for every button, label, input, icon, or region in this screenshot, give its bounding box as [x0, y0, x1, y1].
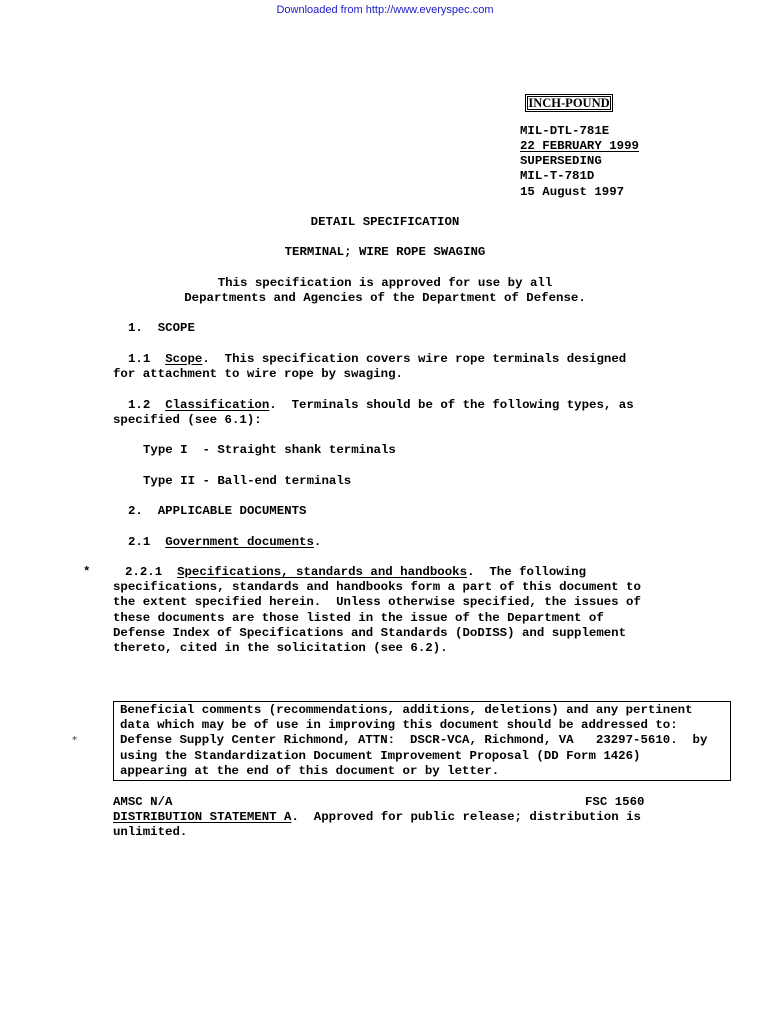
- paragraph-1-2-text: . Terminals should be of the following types, as: [269, 398, 634, 412]
- paragraph-1-1-line2: for attachment to wire rope by swaging.: [113, 367, 403, 381]
- paragraph-2-2-1-title: Specifications, standards and handbooks: [177, 565, 468, 579]
- paragraph-1-2-number: 1.2: [128, 398, 151, 412]
- approval-statement-line2: Departments and Agencies of the Department of Defense.: [184, 291, 586, 305]
- paragraph-2-2-1-line5: Defense Index of Specifications and Standards (DoDISS) and supplement: [113, 626, 627, 640]
- comment-box-line2: data which may be of use in improving this document should be addressed to:: [120, 718, 678, 732]
- paragraph-2-2-1-number: 2.2.1: [125, 565, 163, 579]
- download-source-banner[interactable]: Downloaded from http://www.everyspec.com: [276, 4, 494, 16]
- paragraph-1-2-line2: specified (see 6.1):: [113, 413, 262, 427]
- comment-box-line4: using the Standardization Document Improvement Proposal (DD Form 1426): [120, 749, 641, 763]
- superseding-label: SUPERSEDING: [520, 154, 602, 168]
- specification-subject: TERMINAL; WIRE ROPE SWAGING: [284, 245, 486, 259]
- inch-pound-badge: INCH-POUND: [525, 94, 613, 112]
- paragraph-2-2-1-line2: specifications, standards and handbooks form a part of this document to: [113, 580, 641, 594]
- change-marker-asterisk: *: [83, 565, 91, 579]
- paragraph-1-1-text: . This specification covers wire rope terminals designed: [202, 352, 627, 366]
- section-2-heading: 2. APPLICABLE DOCUMENTS: [128, 504, 307, 518]
- comment-box-change-marker: *: [72, 735, 77, 746]
- document-date: 22 FEBRUARY 1999: [520, 139, 639, 153]
- paragraph-2-1: [128, 535, 321, 550]
- paragraph-2-1-period: .: [313, 535, 322, 549]
- paragraph-2-2-1-line4: these documents are those listed in the issue of the Department of: [113, 611, 604, 625]
- fsc-code: FSC 1560: [585, 795, 645, 809]
- paragraph-2-2-1-text: . The following: [467, 565, 587, 579]
- superseded-document-number: MIL-T-781D: [520, 169, 595, 183]
- section-1-heading: 1. SCOPE: [128, 321, 195, 335]
- comment-box-line3: Defense Supply Center Richmond, ATTN: DSCR-VCA, Richmond, VA 23297-5610. by: [120, 733, 708, 747]
- paragraph-2-2-1-line1: [125, 565, 586, 580]
- distribution-statement-line1: [113, 810, 641, 825]
- document-number: MIL-DTL-781E: [520, 124, 610, 138]
- paragraph-2-2-1-line3: the extent specified herein. Unless otherwise specified, the issues of: [113, 595, 641, 609]
- paragraph-2-1-number: 2.1: [128, 535, 151, 549]
- paragraph-2-2-1-line6: thereto, cited in the solicitation (see 6.2).: [113, 641, 448, 655]
- comment-box-line1: Beneficial comments (recommendations, additions, deletions) and any pertinent: [120, 703, 693, 717]
- superseded-document-date: 15 August 1997: [520, 185, 625, 199]
- paragraph-1-2-title: Classification: [165, 398, 270, 412]
- specification-type: DETAIL SPECIFICATION: [310, 215, 460, 229]
- paragraph-1-1-number: 1.1: [128, 352, 151, 366]
- paragraph-1-2-line1: [128, 398, 634, 413]
- type-2-item: Type II - Ball-end terminals: [143, 474, 352, 488]
- distribution-statement-label: DISTRIBUTION STATEMENT A: [113, 810, 292, 824]
- distribution-statement-text: . Approved for public release; distribution is: [291, 810, 641, 824]
- approval-statement-line1: This specification is approved for use by all: [217, 276, 553, 290]
- paragraph-2-1-title: Government documents: [165, 535, 314, 549]
- distribution-statement-line2: unlimited.: [113, 825, 188, 839]
- comment-box-line5: appearing at the end of this document or by letter.: [120, 764, 500, 778]
- type-1-item: Type I - Straight shank terminals: [143, 443, 396, 457]
- paragraph-1-1-line1: [128, 352, 626, 367]
- amsc-code: AMSC N/A: [113, 795, 173, 809]
- paragraph-1-1-title: Scope: [165, 352, 203, 366]
